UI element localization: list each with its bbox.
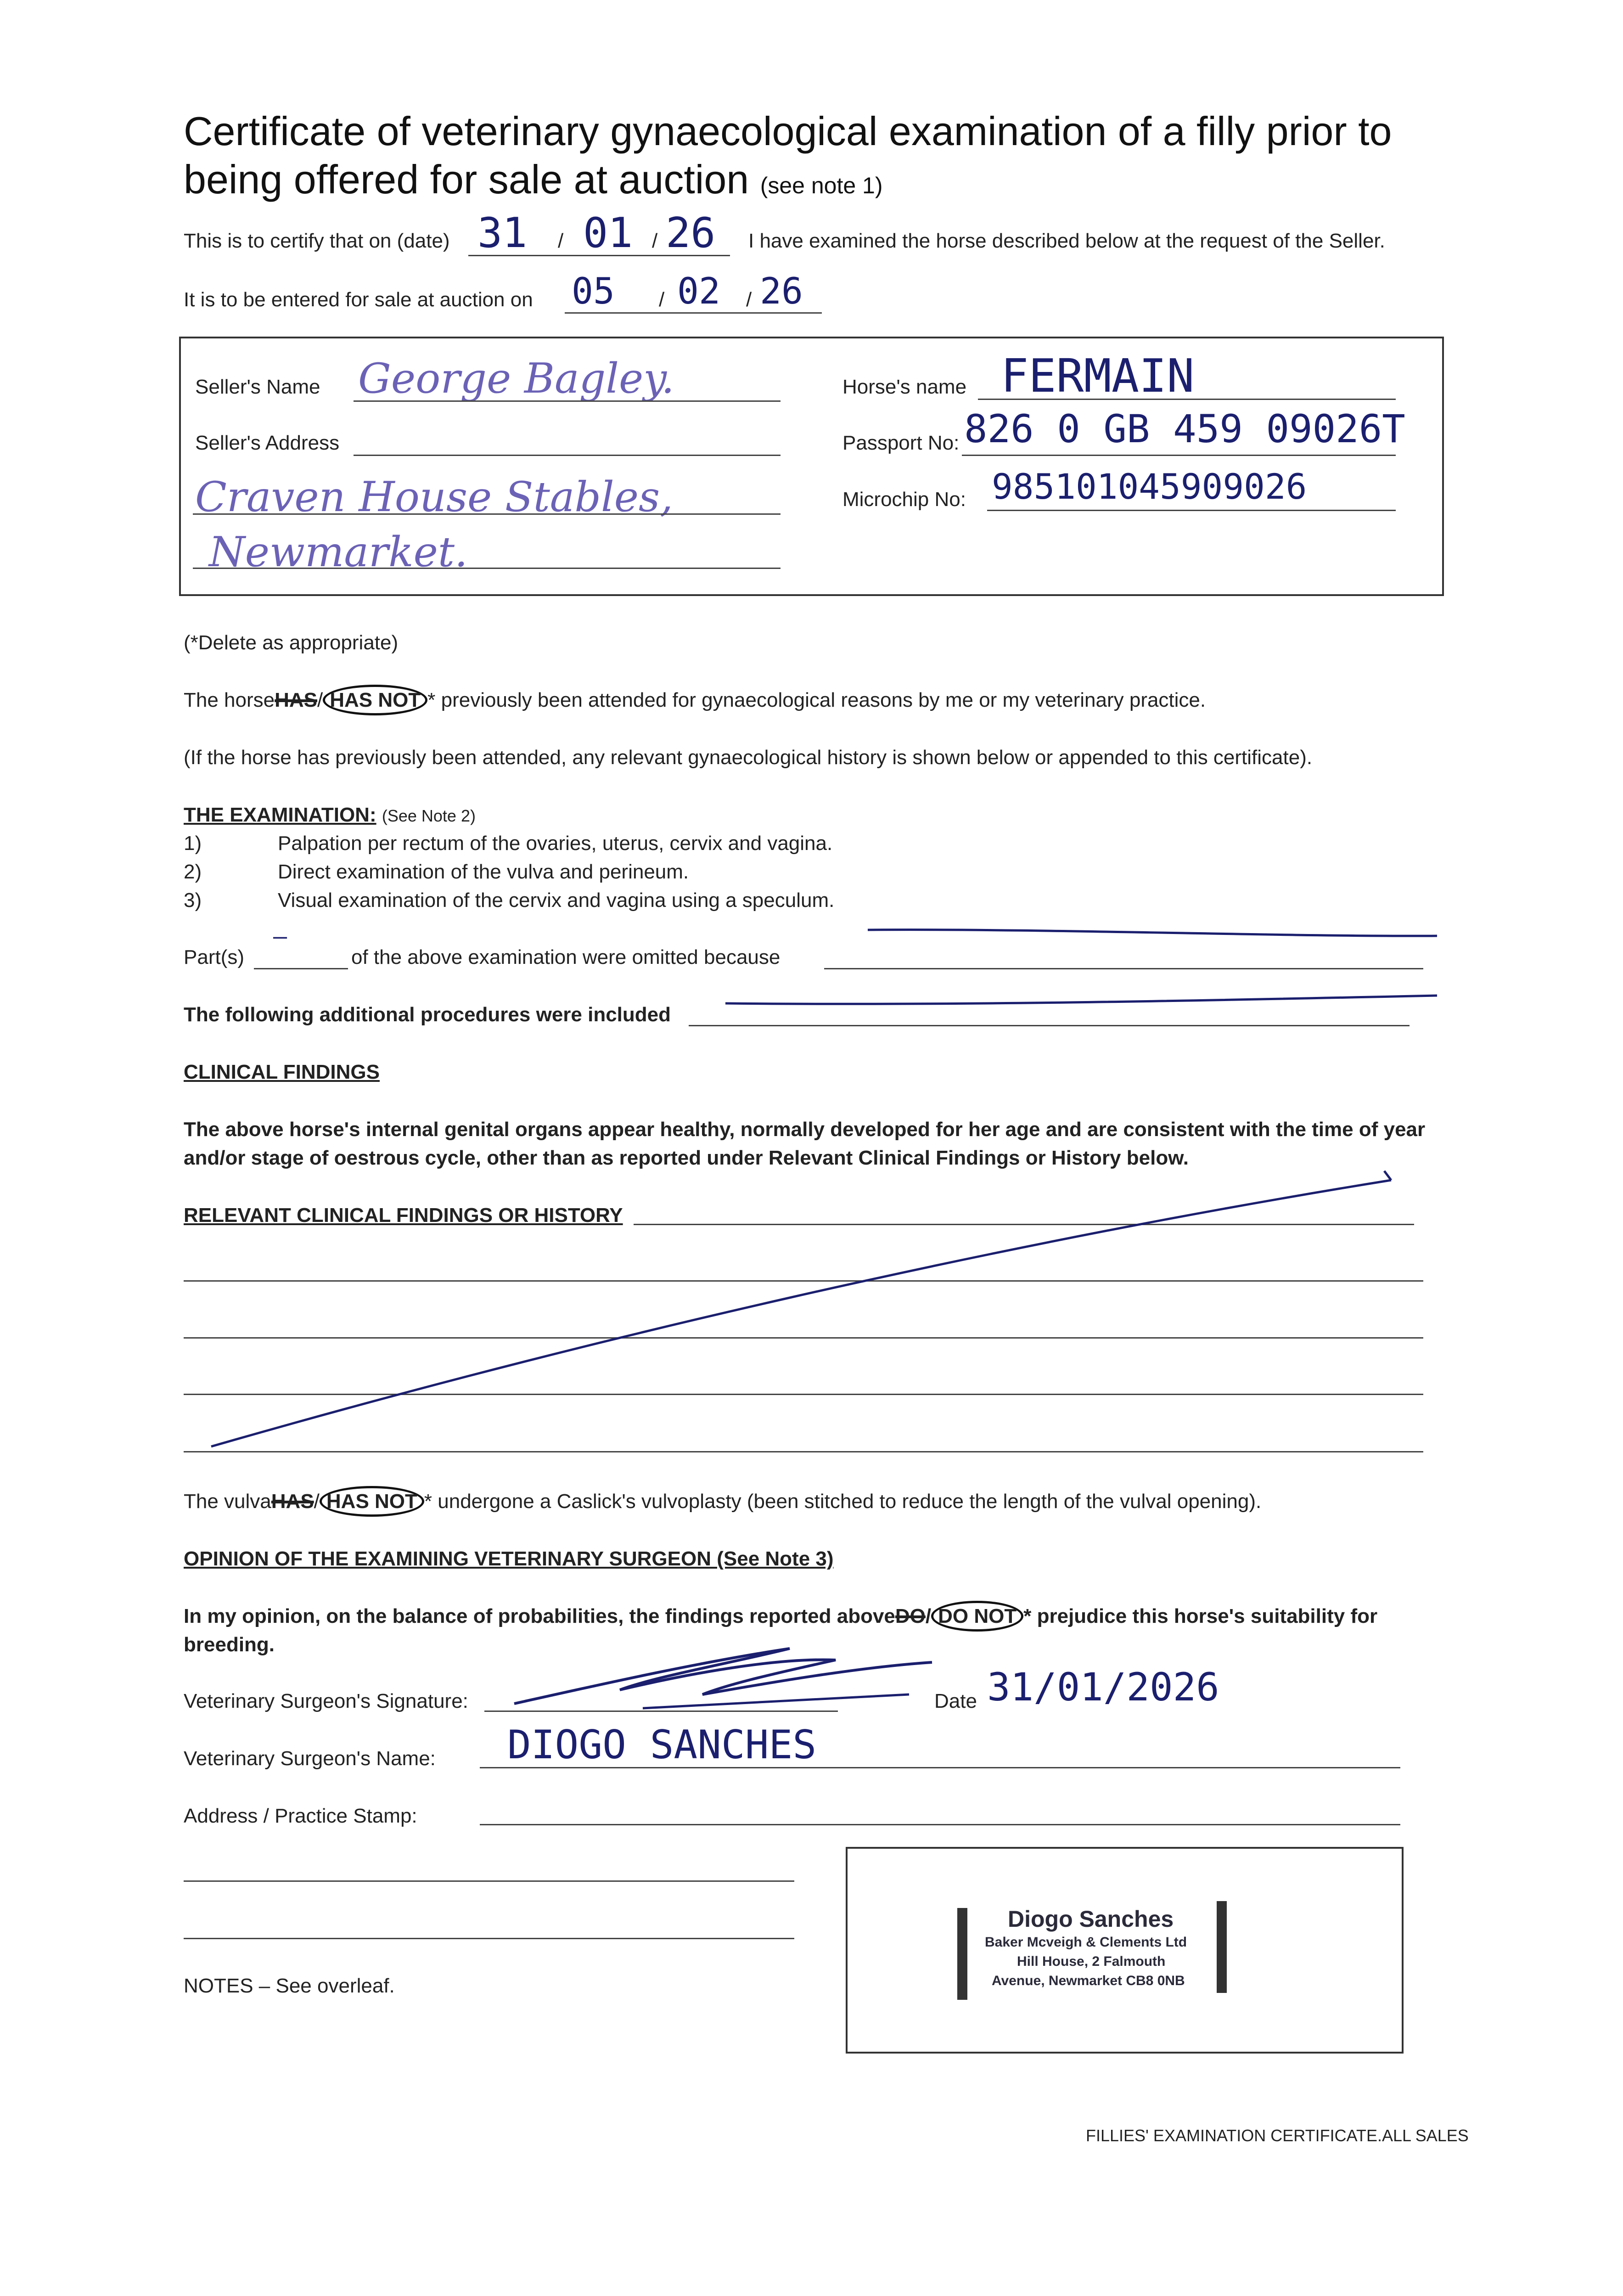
omitted-prefix: Part(s) [184,946,244,968]
exam-item-1-text: Palpation per rectum of the ovaries, uterus, cervix and vagina. [278,832,833,855]
signature-date-value: 31/01/2026 [987,1665,1219,1710]
date-label: Date [934,1690,977,1712]
clinical-findings-heading: CLINICAL FINDINGS [184,1061,380,1083]
auction-date-year: 26 [760,271,803,312]
auction-date-sep1: / [659,288,665,311]
clinical-statement-line1: The above horse's internal genital organs appear healthy, normally developed for her age and are consistent with the time of year [184,1118,1426,1141]
examination-heading-text: THE EXAMINATION: [184,804,376,826]
vulva-suffix: * undergone a Caslick's vulvoplasty (been stitched to reduce the length of the vulval opening). [424,1490,1262,1513]
clinical-statement-line2: and/or stage of oestrous cycle, other than as reported under Relevant Clinical Findings or History below. [184,1147,1189,1169]
certify-prefix: This is to certify that on (date) [184,230,450,252]
additional-procedures-label: The following additional procedures were included [184,1003,671,1026]
additional-strike-scribble [725,987,1442,1015]
signature-label: Veterinary Surgeon's Signature: [184,1690,468,1712]
relevant-findings-heading: RELEVANT CLINICAL FINDINGS OR HISTORY [184,1204,623,1227]
seller-address-label: Seller's Address [195,432,340,454]
attended-suffix: * previously been attended for gynaecological reasons by me or my veterinary practice. [427,689,1206,711]
attended-slash: / [317,689,323,711]
omitted-strike-scribble [868,923,1442,951]
seller-address-line2: Newmarket. [209,528,468,576]
vulva-has-not-circled: HAS NOT [320,1486,424,1517]
attended-line [184,689,1206,712]
delete-note: (*Delete as appropriate) [184,631,399,654]
passport-value: 826 0 GB 459 09026T [964,406,1405,451]
examination-heading-note: (See Note 2) [382,806,476,825]
surgeon-name-label: Veterinary Surgeon's Name: [184,1747,436,1770]
practice-stamp-box [846,1847,1404,2054]
seller-address-line1: Craven House Stables, [195,473,673,521]
signature-scribble [505,1635,937,1717]
exam-item-2-num: 2) [184,861,202,883]
exam-item-3-num: 3) [184,889,202,912]
vulva-has-struck: HAS [271,1490,314,1513]
opinion-prefix: In my opinion, on the balance of probabilities, the findings reported above [184,1605,895,1627]
footer-reference: FILLIES' EXAMINATION CERTIFICATE.ALL SALES [1086,2126,1469,2145]
notes-overleaf: NOTES – See overleaf. [184,1975,395,1997]
passport-label: Passport No: [842,432,960,454]
auction-date-sep2: / [746,288,752,311]
vulva-prefix: The vulva [184,1490,271,1513]
stamp-left-bar [957,1908,967,2000]
stamp-line2: Hill House, 2 Falmouth [1017,1954,1166,1969]
attended-has-struck: HAS [275,689,318,711]
microchip-value: 985101045909026 [992,466,1307,507]
exam-date-sep1: / [558,230,564,252]
exam-item-1-num: 1) [184,832,202,855]
seller-name-value: George Bagley. [358,355,674,403]
opinion-line1 [184,1605,1377,1628]
exam-item-2-text: Direct examination of the vulva and perineum. [278,861,689,883]
certificate-title-line1: Certificate of veterinary gynaecological examination of a filly prior to [184,108,1392,154]
examination-heading [184,804,476,827]
title-note: (see note 1) [760,173,883,198]
stamp-right-bar [1217,1901,1227,1993]
opinion-heading: OPINION OF THE EXAMINING VETERINARY SURGEON (See Note 3) [184,1548,834,1570]
auction-prefix: It is to be entered for sale at auction on [184,288,533,311]
findings-strike-scribble [211,1166,1396,1460]
microchip-label: Microchip No: [842,488,966,511]
exam-date-day: 31 [477,209,528,257]
seller-name-label: Seller's Name [195,376,320,398]
exam-item-3-text: Visual examination of the cervix and vagina using a speculum. [278,889,835,912]
stamp-line1: Baker Mcveigh & Clements Ltd [985,1935,1187,1950]
auction-date-month: 02 [677,271,720,312]
certificate-title-line2 [184,156,883,203]
horse-name-value: FERMAIN [1001,349,1195,403]
opinion-suffix: * prejudice this horse's suitability for [1023,1605,1378,1627]
exam-date-year: 26 [666,209,716,257]
exam-date-month: 01 [583,209,633,257]
omitted-suffix: of the above examination were omitted because [351,946,781,968]
certify-suffix: I have examined the horse described below at the request of the Seller. [748,230,1385,252]
horse-name-label: Horse's name [842,376,967,398]
omitted-value: — [273,923,287,950]
vulva-slash: / [314,1490,320,1513]
auction-date-day: 05 [572,271,615,312]
attended-has-not-circled: HAS NOT [323,685,427,715]
practice-stamp-label: Address / Practice Stamp: [184,1805,417,1827]
title-line2-text: being offered for sale at auction [184,157,749,202]
stamp-line3: Avenue, Newmarket CB8 0NB [992,1973,1185,1988]
vulva-line [184,1490,1261,1513]
opinion-line2: breeding. [184,1633,275,1656]
exam-date-sep2: / [652,230,658,252]
attended-prefix: The horse [184,689,275,711]
surgeon-name-value: DIOGO SANCHES [507,1722,817,1768]
opinion-slash: / [925,1605,932,1627]
history-note: (If the horse has previously been attended, any relevant gynaecological history is shown below or appended to this certificate). [184,746,1313,769]
opinion-do-not-circled: DO NOT [931,1601,1023,1632]
opinion-do-struck: DO [895,1605,926,1627]
stamp-name: Diogo Sanches [1008,1906,1174,1932]
